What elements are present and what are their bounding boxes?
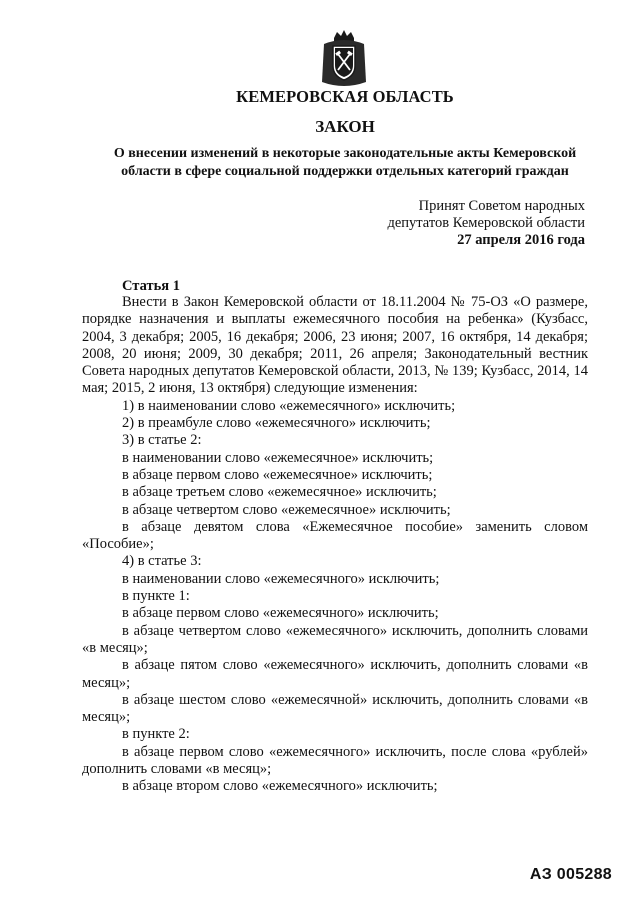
list-item: 1) в наименовании слово «ежемесячного» исключить; bbox=[122, 397, 456, 414]
adoption-date: 27 апреля 2016 года bbox=[457, 232, 585, 248]
list-item: в наименовании слово «ежемесячное» исключить; bbox=[122, 449, 434, 466]
list-item: в абзаце втором слово «ежемесячного» исключить; bbox=[122, 778, 438, 795]
list-item: в абзаце третьем слово «ежемесячное» исключить; bbox=[122, 484, 437, 501]
list-item: 3) в статье 2: bbox=[122, 432, 202, 449]
law-subject bbox=[0, 145, 640, 181]
coat-of-arms-icon bbox=[320, 30, 368, 90]
adoption-line: Принят Советом народных bbox=[418, 198, 585, 214]
article-intro: Внести в Закон Кемеровской области от 18.11.2004 № 75-ОЗ «О размере, порядке назначения и выплаты ежемесячного пособия на ребенка» (Кузбасс, 2004, 3 декабря; 2005, 16 декабря; 2006, 23 июня; 2007, 16 октября, 14 декабря; 2008, 20 июня; 2009, 30 декабря; 2011, 26 апреля; Законодательный вестник Совета народных депутатов Кемеровской области, 2013, № 139; Кузбасс, 2014, 14 мая; 2015, 2 июня, 13 октября) следующие изменения: bbox=[82, 294, 588, 397]
list-item: в абзаце первом слово «ежемесячного» исключить; bbox=[122, 605, 439, 622]
list-item: в абзаце пятом слово «ежемесячного» исключить, дополнить словами «в месяц»; bbox=[82, 657, 588, 691]
list-item: в абзаце шестом слово «ежемесячной» исключить, дополнить словами «в месяц»; bbox=[82, 691, 588, 726]
adoption-line: депутатов Кемеровской области bbox=[387, 215, 585, 231]
serial-number: АЗ 005288 bbox=[529, 866, 612, 883]
region-heading: КЕМЕРОВСКАЯ ОБЛАСТЬ bbox=[236, 87, 454, 106]
list-item: в абзаце первом слово «ежемесячное» исключить; bbox=[122, 466, 433, 483]
list-item: в абзаце первом слово «ежемесячного» исключить, после слова «рублей» дополнить словами «в месяц»; bbox=[82, 743, 588, 778]
list-item: в абзаце девятом слова «Ежемесячное пособие» заменить словом «Пособие»; bbox=[82, 518, 588, 553]
list-item: в пункте 1: bbox=[122, 588, 190, 605]
list-item: в наименовании слово «ежемесячного» исключить; bbox=[122, 570, 440, 587]
list-item: в пункте 2: bbox=[122, 726, 190, 743]
article-body bbox=[82, 294, 588, 796]
adoption-block bbox=[387, 198, 585, 249]
list-item: 2) в преамбуле слово «ежемесячного» исключить; bbox=[122, 415, 431, 432]
list-item: в абзаце четвертом слово «ежемесячное» исключить; bbox=[122, 501, 451, 518]
document-type-heading: ЗАКОН bbox=[315, 117, 375, 136]
law-subject-line: О внесении изменений в некоторые законодательные акты Кемеровской bbox=[113, 146, 577, 161]
article-title: Статья 1 bbox=[122, 278, 180, 294]
law-subject-line: области в сфере социальной поддержки отдельных категорий граждан bbox=[121, 164, 569, 179]
list-item: в абзаце четвертом слово «ежемесячного» исключить, дополнить словами «в месяц»; bbox=[82, 622, 588, 656]
list-item: 4) в статье 3: bbox=[122, 553, 202, 570]
